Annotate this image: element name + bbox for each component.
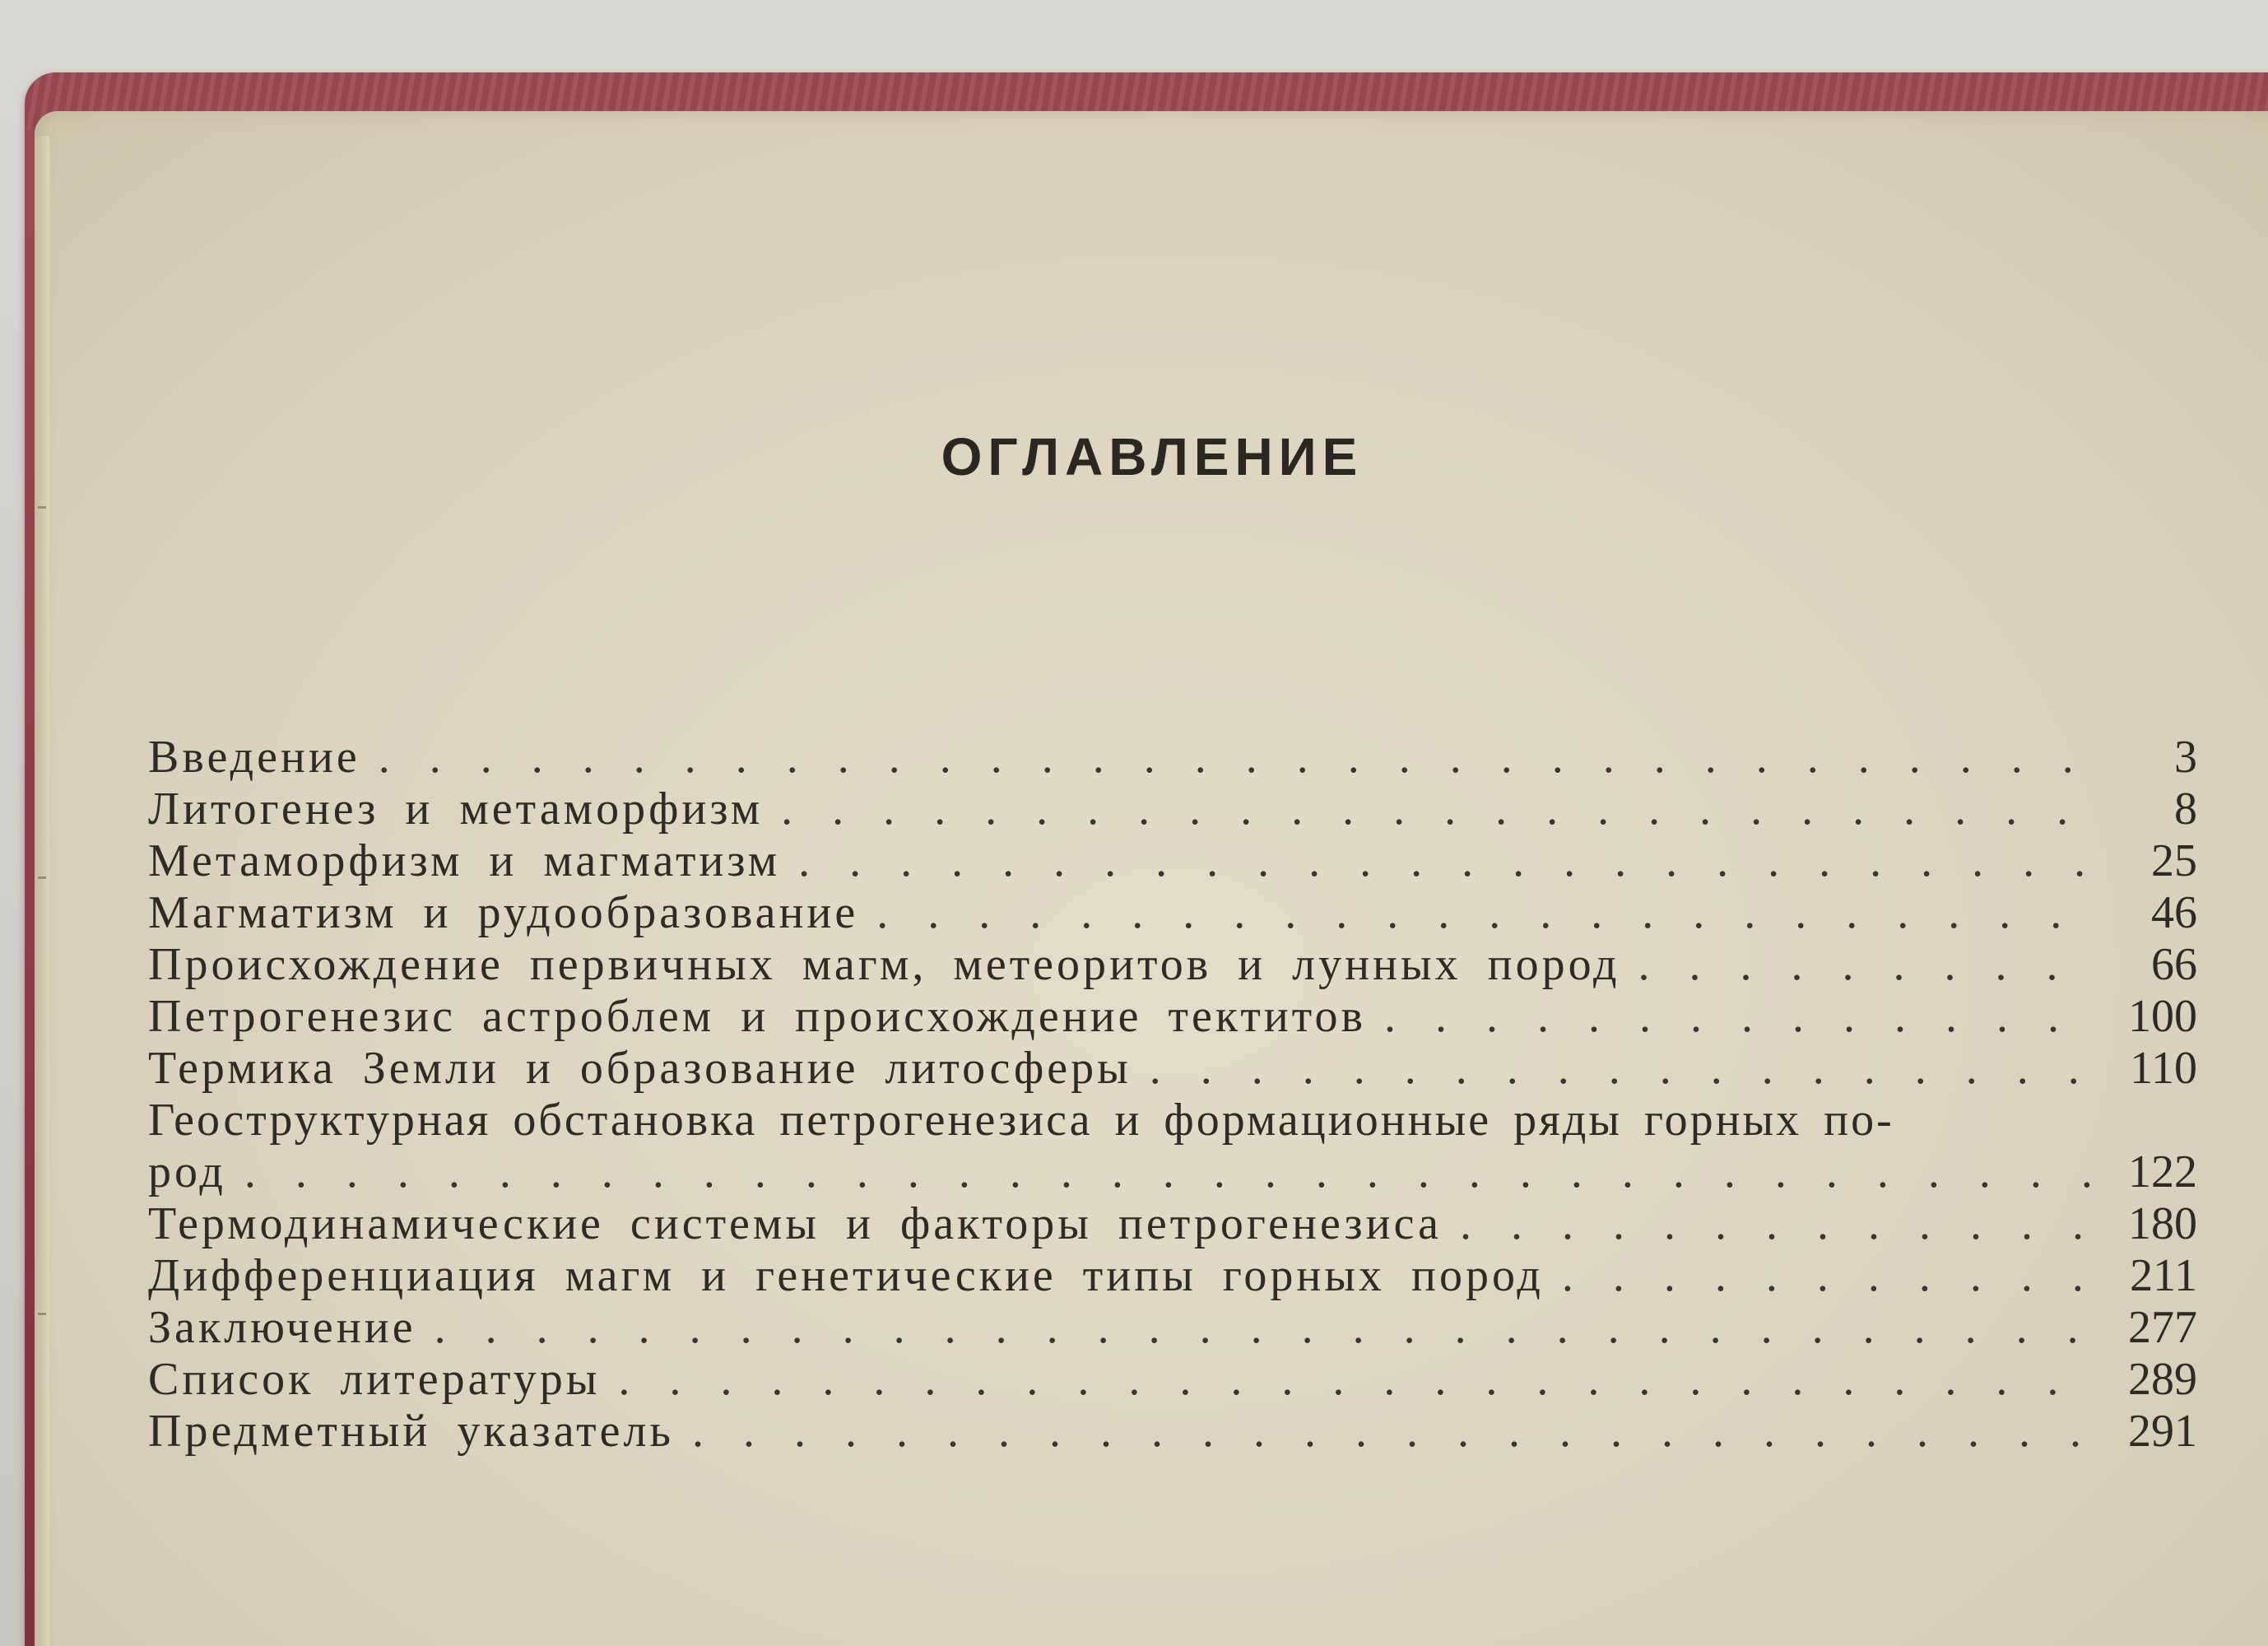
toc-entry-wrapped-line [148,1094,2197,1146]
toc-entry [148,783,2197,835]
dot-leader [1460,1197,2092,1250]
toc-entry-page: 8 [2174,783,2197,835]
toc-entry-page: 211 [2130,1250,2197,1301]
toc-entry [148,1042,2197,1094]
dot-leader [1150,1042,2092,1095]
toc-entry-title: Происхождение первичных магм, метеоритов и лунных пород [148,939,1620,990]
toc-entry-page: 180 [2128,1198,2197,1249]
toc-entry-title: Введение [148,732,360,783]
toc-entry-page: 110 [2130,1043,2197,1094]
dot-leader [1562,1249,2092,1302]
dot-leader [435,1301,2092,1354]
toc-entry-title: Литогенез и метаморфизм [148,783,764,835]
dot-leader [781,783,2092,835]
toc-entry-page: 25 [2151,835,2197,886]
toc-entry-title: Термика Земли и образование литосферы [148,1043,1132,1094]
binding-stitch [38,876,46,879]
toc-entry [148,1197,2197,1249]
table-of-contents [148,731,2197,1457]
toc-entry-title: Геоструктурная обстановка петрогенезиса и формационные ряды горных по- [148,1095,1894,1146]
toc-entry-title: Список литературы [148,1354,601,1405]
binding-stitch [38,506,46,509]
toc-entry [148,1353,2197,1405]
toc-entry-page: 46 [2151,887,2197,938]
dot-leader [244,1146,2092,1198]
toc-entry-title: Термодинамические системы и факторы петрогенезиса [148,1198,1442,1249]
binding-stitch [38,1313,46,1315]
dot-leader [1638,938,2093,991]
dot-leader [692,1405,2092,1458]
toc-entry-title: Заключение [148,1302,416,1353]
toc-entry-page: 277 [2128,1302,2197,1353]
page-title: ОГЛАВЛЕНИЕ [941,427,1364,486]
dot-leader [379,731,2092,783]
toc-entry-page: 66 [2151,939,2197,990]
toc-entry-title: Предметный указатель [148,1406,674,1457]
page-binding-edge [35,136,49,1646]
toc-entry-page: 289 [2128,1354,2197,1405]
toc-entry [148,835,2197,886]
dot-leader [1384,990,2092,1043]
toc-entry [148,1146,2197,1197]
toc-entry-title: Метаморфизм и магматизм [148,835,781,886]
toc-entry [148,1405,2197,1457]
toc-entry-title: Петрогенезис астроблем и происхождение тектитов [148,991,1366,1042]
dot-leader [798,835,2092,887]
toc-entry-page: 3 [2174,732,2197,783]
toc-entry [148,1301,2197,1353]
dot-leader [876,886,2092,939]
dot-leader [618,1353,2092,1406]
toc-entry-title-continuation: род [148,1146,226,1197]
toc-entry [148,938,2197,990]
toc-entry-title: Дифференциация магм и генетические типы горных пород [148,1250,1544,1301]
toc-entry-page: 122 [2128,1146,2197,1197]
toc-entry-page: 100 [2128,991,2197,1042]
toc-entry [148,886,2197,938]
toc-entry-title: Магматизм и рудообразование [148,887,859,938]
toc-entry [148,731,2197,783]
toc-entry-page: 291 [2128,1406,2197,1457]
toc-entry [148,990,2197,1042]
toc-entry [148,1249,2197,1301]
